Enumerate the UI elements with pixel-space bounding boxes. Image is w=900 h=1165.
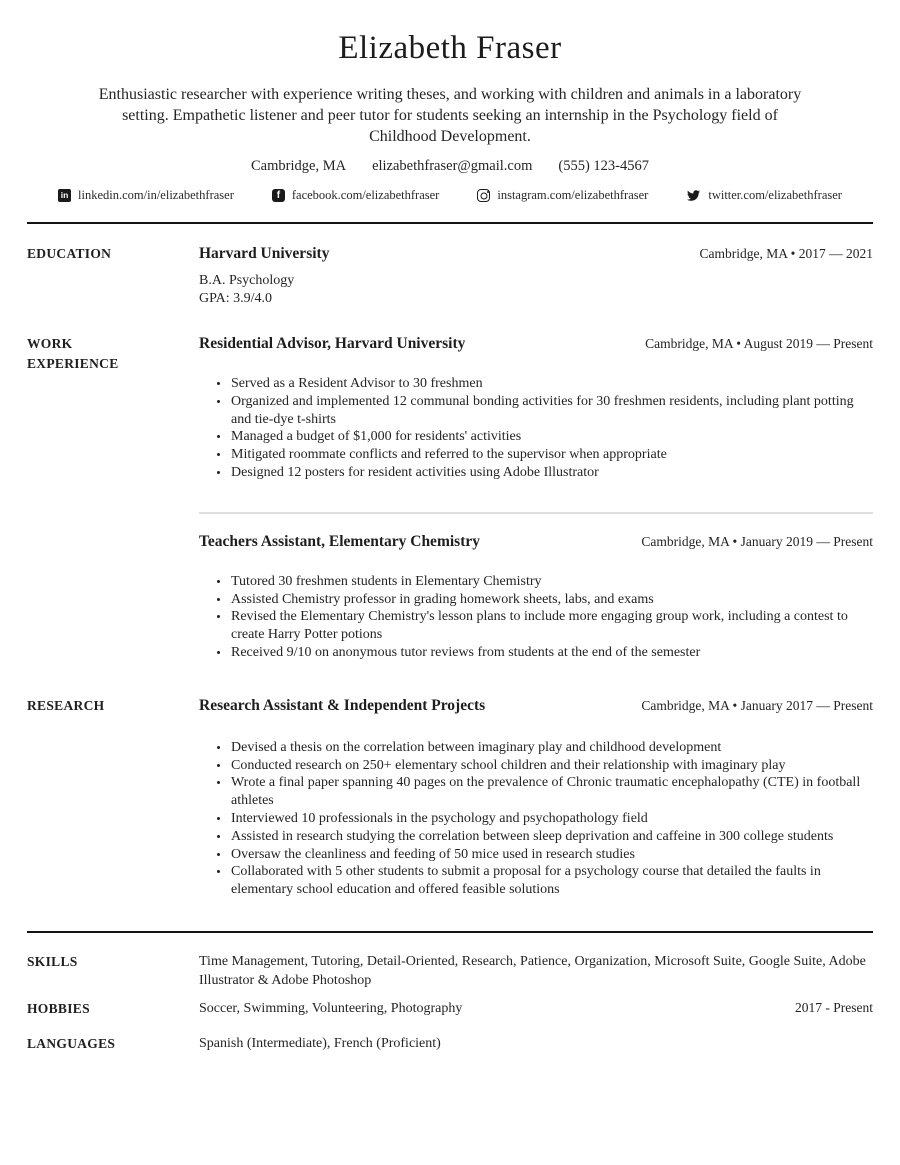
hobbies-dates: 2017 - Present [795, 999, 873, 1015]
instagram-link[interactable] [477, 188, 648, 203]
job-title: Residential Advisor, Harvard University [199, 335, 466, 352]
bullet-item: • Mitigated roommate conflicts and referred to the supervisor when appropriate [230, 446, 873, 464]
section-research [27, 696, 873, 899]
page-title: Elizabeth Fraser [338, 30, 562, 66]
contact-row [27, 158, 873, 175]
bullet-item: • Collaborated with 5 other students to submit a proposal for a psychology course that detailed the faults in elementary school education and offered feasible solutions [230, 863, 873, 899]
section-languages [27, 1034, 873, 1054]
section-label-skills: SKILLS [27, 953, 78, 969]
contact-location: Cambridge, MA [251, 158, 347, 174]
resume-header [27, 0, 873, 203]
bullet-item: • Revised the Elementary Chemistry's lesson plans to include more engaging group work, including a contest to create Harry Potter potions [230, 608, 873, 644]
bullet-item: • Devised a thesis on the correlation between imaginary play and childhood development [230, 739, 873, 757]
degree: B.A. Psychology [199, 273, 295, 288]
twitter-icon [686, 189, 701, 202]
instagram-link-label: instagram.com/elizabethfraser [497, 188, 649, 202]
section-label-hobbies: HOBBIES [27, 1000, 90, 1016]
bullet-item: • Designed 12 posters for resident activities using Adobe Illustrator [230, 464, 873, 482]
twitter-link[interactable] [686, 188, 842, 203]
linkedin-link-label: linkedin.com/in/elizabethfraser [78, 188, 234, 202]
header-divider [27, 222, 873, 224]
linkedin-link[interactable] [58, 188, 234, 203]
bullet-item: • Assisted in research studying the correlation between sleep deprivation and caffeine in 300 college students [230, 828, 873, 846]
job-entry [199, 532, 873, 662]
contact-phone: (555) 123-4567 [558, 158, 649, 174]
job-divider [199, 512, 873, 514]
contact-email[interactable]: elizabethfraser@gmail.com [372, 158, 533, 174]
bullet-item: • Organized and implemented 12 communal bonding activities for 30 freshmen residents, including plant potting and tie-dye t-shirts [230, 393, 873, 429]
section-label-research: RESEARCH [27, 697, 105, 713]
bullet-item: • Managed a budget of $1,000 for residents' activities [230, 428, 873, 446]
bullet-item: • Assisted Chemistry professor in grading homework sheets, labs, and exams [230, 591, 873, 609]
skills-list: Time Management, Tutoring, Detail-Oriented, Research, Patience, Organization, Microsoft Suite, Google Suite, Adobe Illustrator & Adobe Photoshop [199, 953, 866, 988]
bullet-item: • Served as a Resident Advisor to 30 freshmen [230, 375, 873, 393]
summary-text: Enthusiastic researcher with experience writing theses, and working with children and animals in a laboratory setting. Empathetic listener and peer tutor for students seeking an internship in the Psychology field of Childhood Development. [98, 86, 802, 145]
bullet-item: • Tutored 30 freshmen students in Elementary Chemistry [230, 573, 873, 591]
linkedin-icon: in [58, 189, 71, 202]
gpa: GPA: 3.9/4.0 [199, 291, 273, 306]
job-title: Teachers Assistant, Elementary Chemistry [199, 532, 480, 550]
school-name: Harvard University [199, 245, 330, 262]
section-label-education: EDUCATION [27, 246, 112, 261]
job-bullet-list [199, 375, 873, 482]
education-entry-header [199, 244, 873, 263]
section-hobbies [27, 999, 873, 1019]
bullet-item: • Conducted research on 250+ elementary school children and their relationship with imaginary play [230, 757, 873, 775]
hobbies-list: Soccer, Swimming, Volunteering, Photography [199, 1000, 463, 1016]
bullet-item: • Received 9/10 on anonymous tutor reviews from students at the end of the semester [230, 644, 873, 662]
twitter-link-label: twitter.com/elizabethfraser [708, 188, 842, 202]
instagram-icon [477, 189, 490, 202]
facebook-link-label: facebook.com/elizabethfraser [291, 188, 440, 202]
job-entry [199, 334, 873, 482]
section-work-experience [27, 334, 873, 662]
section-label-work-experience: WORK EXPERIENCE [27, 336, 119, 371]
social-row [27, 188, 873, 203]
job-location-dates: Cambridge, MA • August 2019 — Present [645, 336, 873, 351]
facebook-link[interactable] [272, 188, 440, 203]
research-bullet-list [199, 739, 873, 899]
research-location-dates: Cambridge, MA • January 2017 — Present [641, 697, 873, 713]
bullet-item: • Oversaw the cleanliness and feeding of 50 mice used in research studies [230, 846, 873, 864]
job-location-dates: Cambridge, MA • January 2019 — Present [641, 533, 873, 549]
footer-divider [27, 931, 873, 933]
section-education [27, 244, 873, 308]
section-label-languages: LANGUAGES [27, 1035, 116, 1051]
section-skills [27, 952, 873, 990]
facebook-icon: f [272, 189, 285, 202]
education-location-dates: Cambridge, MA • 2017 — 2021 [699, 246, 873, 261]
bullet-item: • Interviewed 10 professionals in the psychology and psychopathology field [230, 810, 873, 828]
bullet-item: • Wrote a final paper spanning 40 pages on the prevalence of Chronic traumatic encephalopathy (CTE) in football athletes [230, 774, 873, 810]
languages-list: Spanish (Intermediate), French (Proficient) [199, 1035, 441, 1051]
research-title: Research Assistant & Independent Projects [199, 696, 486, 714]
job-bullet-list [199, 573, 873, 662]
